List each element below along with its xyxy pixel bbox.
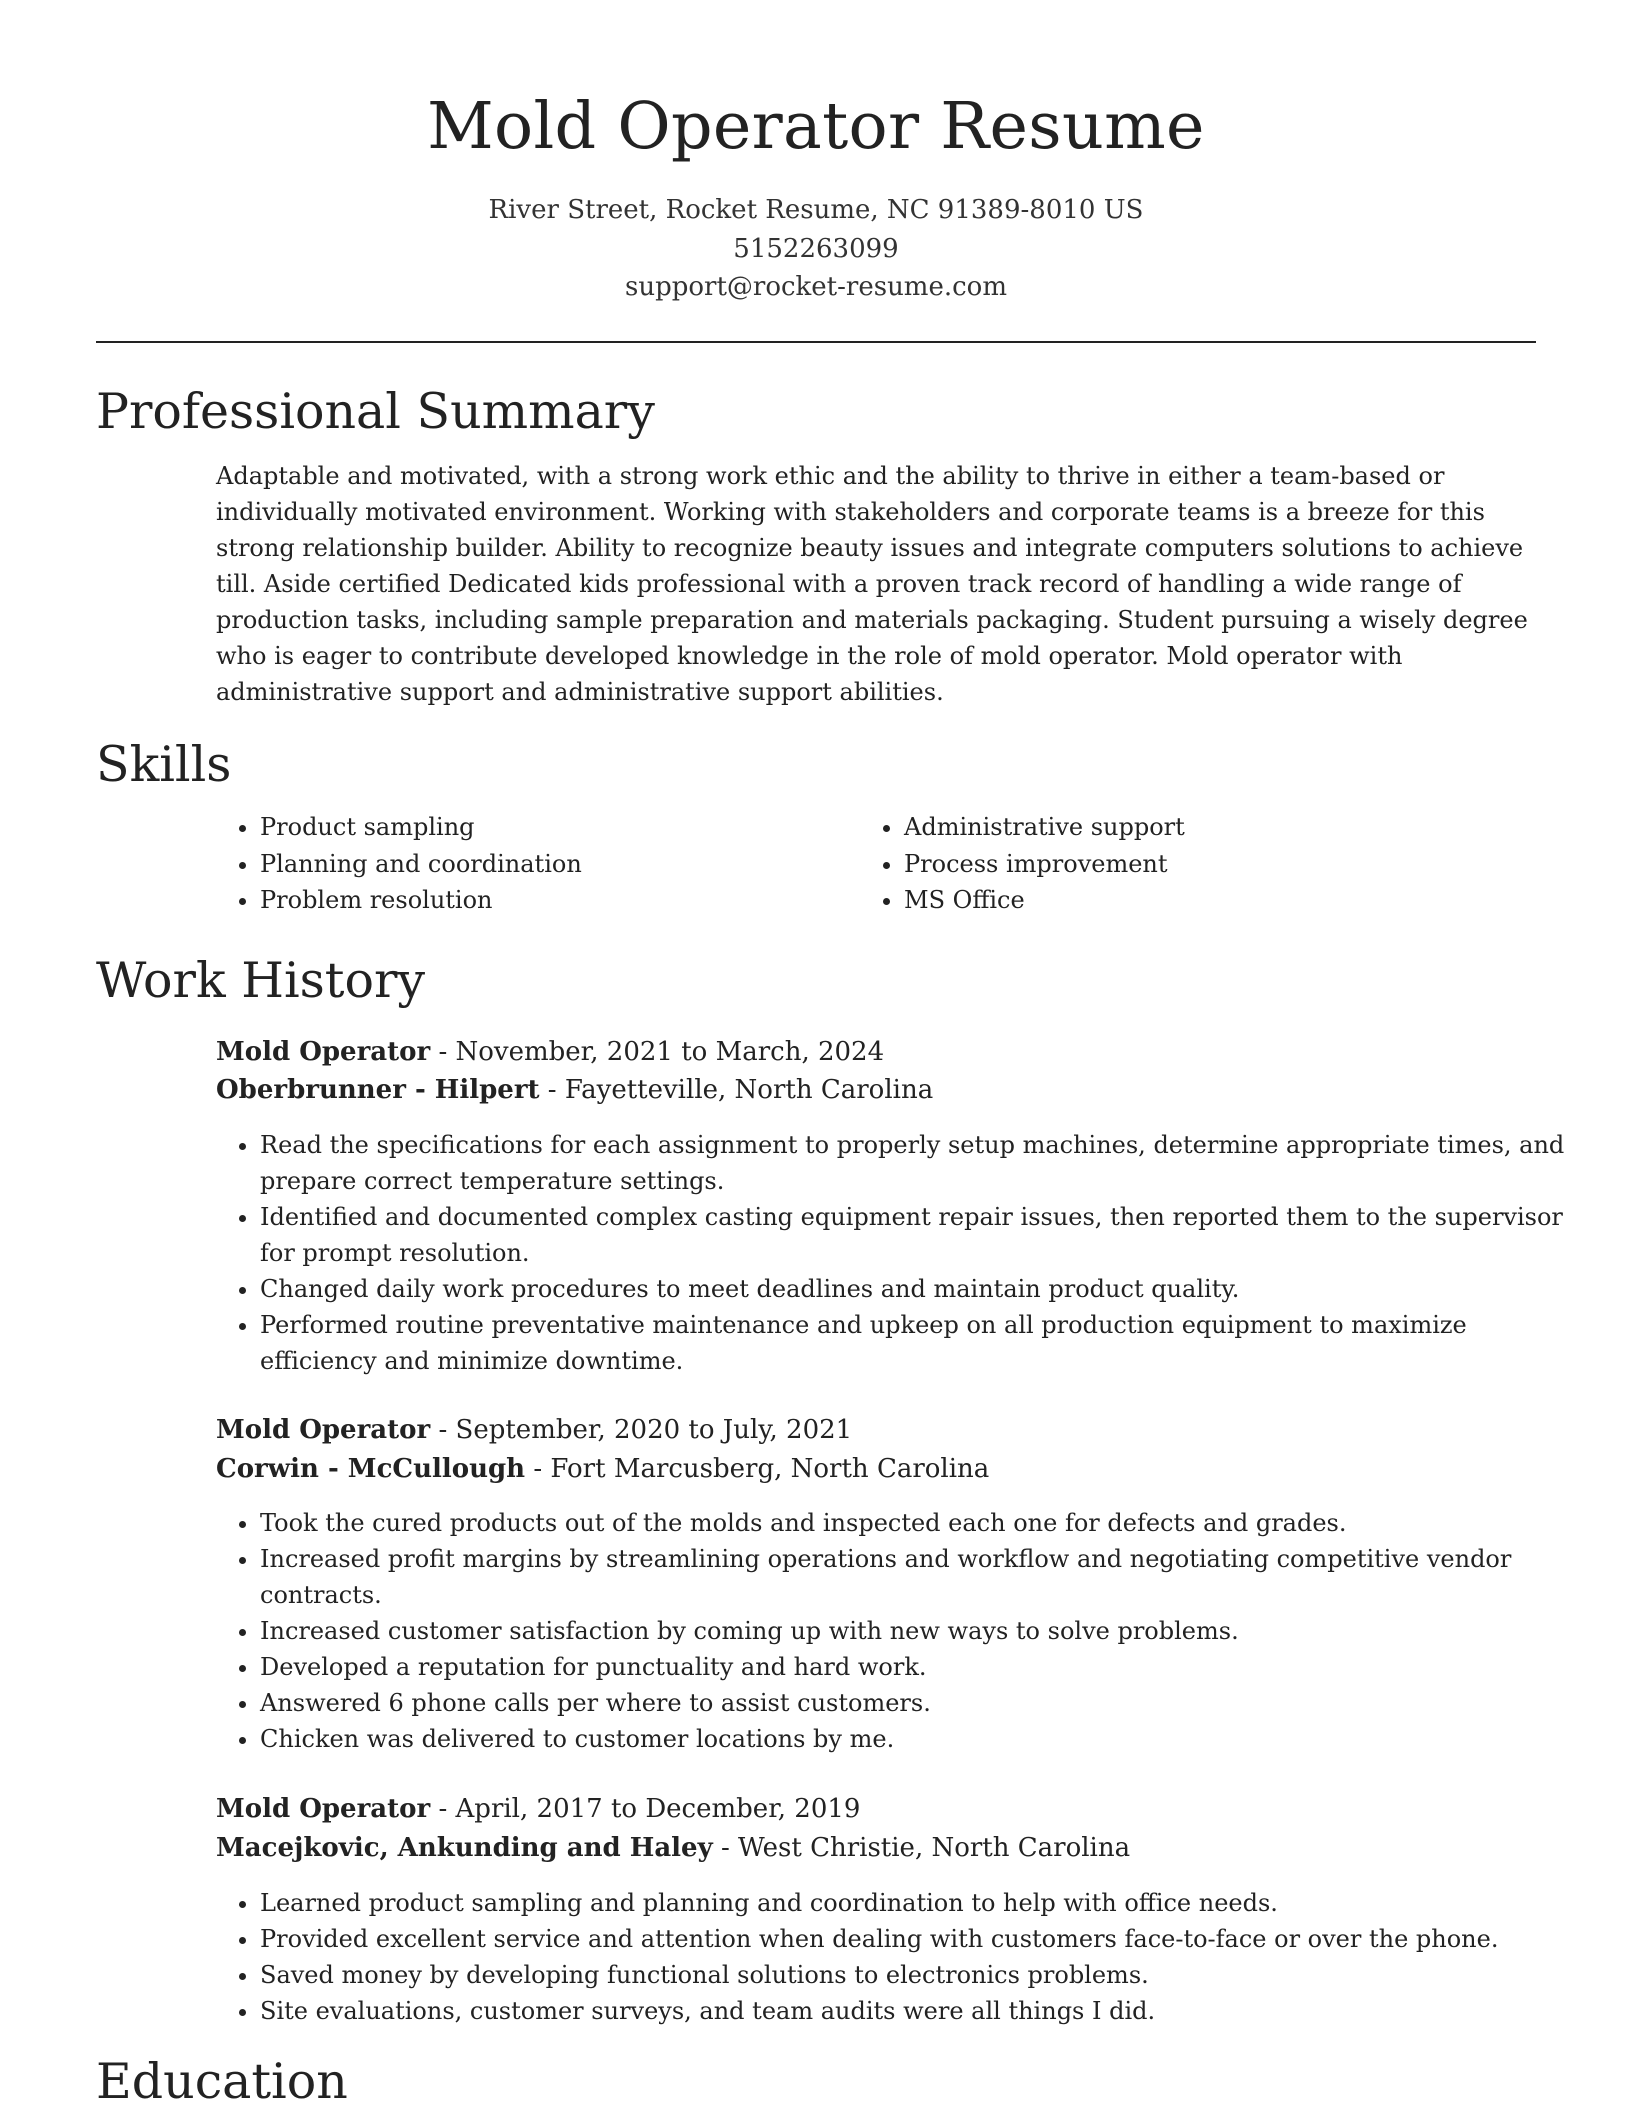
job-dates: - April, 2017 to December, 2019	[430, 1794, 861, 1824]
skill-item: • Planning and coordination	[260, 846, 582, 883]
work-history-heading: Work History	[96, 952, 426, 1009]
bullet-item: • Site evaluations, customer surveys, and team audits were all things I did.	[260, 1993, 1580, 2029]
job-bullets	[216, 1127, 1580, 1379]
job-dates: - November, 2021 to March, 2024	[430, 1037, 885, 1067]
skills-heading: Skills	[96, 736, 232, 793]
bullet-item: • Provided excellent service and attention when dealing with customers face-to-face or over the phone.	[260, 1921, 1580, 1957]
bullet-item: • Increased customer satisfaction by coming up with new ways to solve problems.	[260, 1613, 1580, 1649]
job-title-line	[216, 1033, 884, 1071]
job-dates: - September, 2020 to July, 2021	[430, 1415, 853, 1445]
skills-list-left	[216, 809, 582, 919]
job-bullets	[216, 1505, 1580, 1757]
job-title: Mold Operator	[216, 1037, 431, 1067]
job-company: Macejkovic, Ankunding and Haley	[216, 1833, 713, 1863]
job-title-line	[216, 1411, 852, 1449]
bullet-item: • Took the cured products out of the molds and inspected each one for defects and grades.	[260, 1505, 1580, 1541]
resume-title: Mold Operator Resume	[427, 89, 1205, 164]
bullet-item: • Answered 6 phone calls per where to assist customers.	[260, 1685, 1580, 1721]
bullet-item: • Changed daily work procedures to meet deadlines and maintain product quality.	[260, 1271, 1580, 1307]
job-location: - Fayetteville, North Carolina	[539, 1075, 934, 1105]
summary-heading: Professional Summary	[96, 383, 655, 440]
job-bullets	[216, 1885, 1580, 2029]
job-company: Corwin - McCullough	[216, 1454, 526, 1484]
bullet-item: • Saved money by developing functional solutions to electronics problems.	[260, 1957, 1580, 1993]
education-heading: Education	[96, 2053, 348, 2110]
skill-item: • Administrative support	[904, 809, 1185, 846]
skills-list-right	[860, 809, 1185, 919]
bullet-item: • Chicken was delivered to customer locations by me.	[260, 1721, 1580, 1757]
contact-address: River Street, Rocket Resume, NC 91389-8010 US	[488, 195, 1144, 225]
bullet-item: • Learned product sampling and planning and coordination to help with office needs.	[260, 1885, 1580, 1921]
job-employer-line	[216, 1071, 933, 1109]
job-employer-line	[216, 1450, 989, 1488]
job-title: Mold Operator	[216, 1415, 431, 1445]
header-divider	[96, 341, 1536, 343]
summary-text: Adaptable and motivated, with a strong work ethic and the ability to thrive in either a team-based or individually motivated environment. Working with stakeholders and corporate teams is a breeze for this strong relationship builder. Ability to recognize beauty issues and integrate computers solutions to achieve till. Aside certified Dedicated kids professional with a proven track record of handling a wide range of production tasks, including sample preparation and materials packaging. Student pursuing a wisely degree who is eager to contribute developed knowledge in the role of mold operator. Mold operator with administrative support and administrative support abilities.	[216, 462, 1528, 706]
bullet-item: • Increased profit margins by streamlining operations and workflow and negotiating competitive vendor contracts.	[260, 1541, 1580, 1613]
skill-item: • Process improvement	[904, 846, 1185, 883]
bullet-item: • Performed routine preventative maintenance and upkeep on all production equipment to maximize efficiency and minimize downtime.	[260, 1307, 1580, 1379]
job-location: - West Christie, North Carolina	[712, 1833, 1131, 1863]
bullet-item: • Read the specifications for each assignment to properly setup machines, determine appropriate times, and prepare correct temperature settings.	[260, 1127, 1580, 1199]
skill-item: • MS Office	[904, 882, 1185, 919]
job-location: - Fort Marcusberg, North Carolina	[525, 1454, 990, 1484]
skill-item: • Product sampling	[260, 809, 582, 846]
job-title-line	[216, 1790, 860, 1828]
job-company: Oberbrunner - Hilpert	[216, 1075, 540, 1105]
skill-item: • Problem resolution	[260, 882, 582, 919]
contact-email: support@rocket-resume.com	[624, 272, 1007, 302]
bullet-item: • Identified and documented complex casting equipment repair issues, then reported them to the supervisor for prompt resolution.	[260, 1199, 1580, 1271]
job-title: Mold Operator	[216, 1794, 431, 1824]
bullet-item: • Developed a reputation for punctuality and hard work.	[260, 1649, 1580, 1685]
job-employer-line	[216, 1829, 1130, 1867]
contact-phone: 5152263099	[733, 234, 899, 264]
